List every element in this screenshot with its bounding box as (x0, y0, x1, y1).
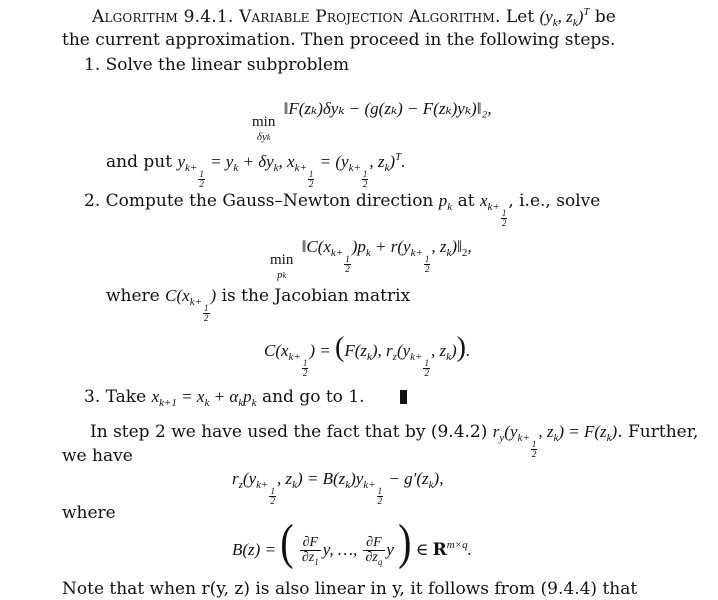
step3-text-a: Take (105, 387, 147, 407)
step2-number: 2. (84, 191, 101, 211)
real-space: R (432, 540, 447, 560)
para3-line (62, 581, 637, 598)
algorithm-title: Algorithm 9.4.1. Variable Projection Algorithm. (92, 7, 501, 27)
rz-equation: $r_z(y_{k+ \frac{1}{2}}$ , $z_k) = B(z_k)y_{k+ \frac{1}{2}}$ − $g'(z_k)$, (232, 469, 444, 506)
step1-min: min δyk (252, 114, 276, 143)
step1-eq-body: ‖F(zₖ)δyₖ − (g(zₖ) − F(zₖ)yₖ)‖₂, (283, 99, 492, 118)
step2-text-c: , i.e., solve (508, 191, 601, 211)
step1-put-text: and put (106, 152, 173, 172)
step1-number: 1. (84, 55, 101, 75)
step2-text-a: Compute the Gauss–Newton direction (105, 191, 434, 211)
step2-where-a: where (106, 286, 160, 306)
para1-text-c: we have (62, 446, 133, 466)
real-space-exp: m×q (446, 539, 468, 551)
qed-mark (400, 390, 407, 404)
step3-number: 3. (84, 387, 101, 407)
para1-text-a: In step 2 we have used the fact that by (9.4.2) (90, 422, 488, 442)
para1-line2 (62, 448, 133, 465)
step2-equation: min pk $‖C(x_{k+ \frac{1}{2}}$ )$p_k + r(y_{k+ \frac{1}{2}}$ , $z_k)‖_2$, (270, 237, 472, 281)
step3-line: 3. Take $x_{k+1} = x_k + \alpha_kp_k$ and go to 1. (84, 388, 407, 409)
step2-line: 2. Compute the Gauss–Newton direction $p_k$ at $x_{k+ \frac{1}{2}}$ , i.e., solve (84, 191, 601, 228)
intro-line-2 (62, 32, 615, 49)
b-matrix-equation: B(z) = ( $\frac{\partial F}{\partial z_1}$ y, …, $\frac{\partial F}{\partial z_q}$ y ) ∈ $R^{m\times q}$. (232, 513, 472, 570)
step2-where-b: is the Jacobian matrix (221, 286, 411, 306)
para2-where-line (62, 505, 116, 522)
intro-be: be (594, 7, 616, 27)
para3-text: Note that when r(y, z) is also linear in y, it follows from (9.4.4) that (62, 579, 638, 599)
step1-line (84, 57, 349, 74)
step1-put-line (106, 152, 405, 189)
para1-text-b: . Further, (617, 422, 699, 442)
step1-text: Solve the linear subproblem (105, 55, 350, 75)
jacobian-equation: $C(x_{k+ \frac{1}{2}}$ ) = ($F(z_k)$, $r_z(y_{k+ \frac{1}{2}}$ , $z_k$)). (264, 332, 471, 378)
intro-text: the current approximation. Then proceed in the following steps. (62, 30, 616, 50)
para1-line1: In step 2 we have used the fact that by (9.4.2) $r_y(y_{k+ \frac{1}{2}}$ , $z_k) = F(z_k)$. Further, (90, 422, 699, 459)
step3-text-b: and go to 1. (261, 387, 365, 407)
step1-equation (252, 100, 492, 143)
algorithm-title-line (92, 7, 616, 29)
step2-text-b: at (457, 191, 475, 211)
para2-where: where (62, 503, 116, 523)
step2-where-line: where $C(x_{k+ \frac{1}{2}}$ ) is the Jacobian matrix (106, 286, 411, 323)
intro-let: Let (505, 7, 535, 27)
step2-min: min pk (270, 252, 294, 281)
current-vector: ($y_k$, $z_k)^T$ (539, 6, 590, 29)
step1-put-formula: $y_{k+ \frac{1}{2}}$ = $y_k + \delta y_k$, $x_{k+ \frac{1}{2}}$ = ($y_{k+ \frac{1}{2}}$ , $z_k)^T$. (177, 151, 406, 189)
